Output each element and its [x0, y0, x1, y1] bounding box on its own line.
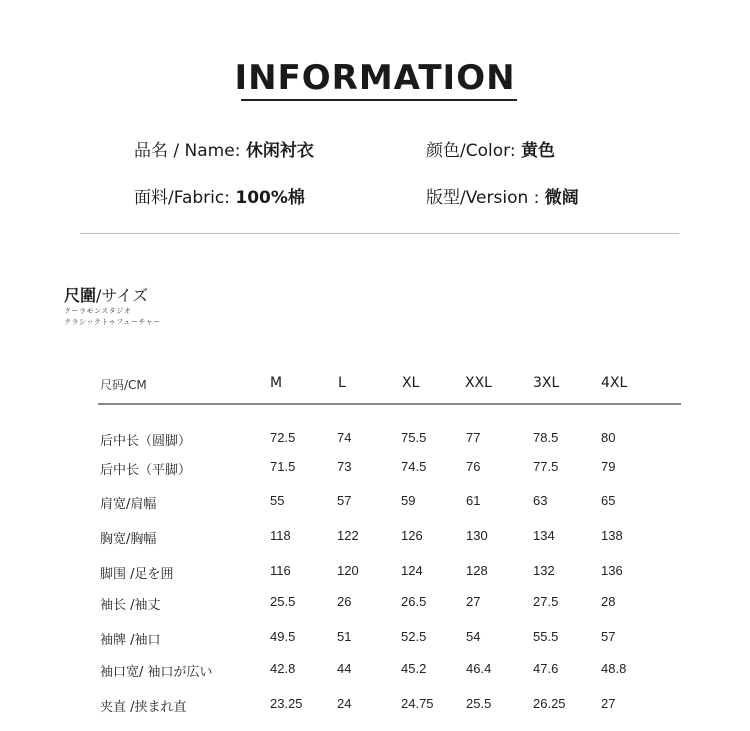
- table-cell: 73: [337, 459, 352, 474]
- table-cell: 26: [337, 594, 352, 609]
- table-cell: 23.25: [270, 696, 303, 711]
- table-header-4xl: 4XL: [601, 375, 628, 391]
- table-cell: 49.5: [270, 629, 296, 644]
- size-title-jp: /サイズ: [96, 286, 149, 305]
- row-label: 脚围 /足を囲: [100, 567, 174, 582]
- size-title-zh: 尺圍: [64, 286, 97, 305]
- fabric-value: 100%棉: [235, 188, 305, 208]
- table-cell: 77: [466, 430, 481, 445]
- info-name: [134, 136, 314, 161]
- table-cell: 63: [533, 493, 548, 508]
- table-header-rule: [98, 403, 681, 405]
- table-cell: 52.5: [401, 629, 427, 644]
- table-cell: 59: [401, 493, 416, 508]
- table-cell: 26.25: [533, 696, 566, 711]
- size-subtitle-2: クラシックトゥフューチャー: [64, 318, 161, 326]
- table-cell: 55: [270, 493, 285, 508]
- table-cell: 47.6: [533, 661, 559, 676]
- table-cell: 55.5: [533, 629, 559, 644]
- info-color: [426, 136, 555, 161]
- table-cell: 42.8: [270, 661, 296, 676]
- row-label: 肩宽/肩幅: [100, 497, 157, 512]
- page-title: INFORMATION: [234, 58, 516, 98]
- size-subtitle-1: クーラモンスタジオ: [64, 307, 132, 315]
- table-cell: 65: [601, 493, 616, 508]
- table-cell: 48.8: [601, 661, 627, 676]
- color-label: 颜色/Color:: [426, 141, 516, 161]
- row-label: 袖口宽/ 袖口が広い: [100, 665, 213, 680]
- color-value: 黄色: [520, 141, 555, 161]
- table-cell: 126: [401, 528, 423, 543]
- name-label: 品名 / Name:: [134, 141, 241, 161]
- table-cell: 71.5: [270, 459, 296, 474]
- table-cell: 46.4: [466, 661, 492, 676]
- table-cell: 57: [337, 493, 352, 508]
- table-cell: 74: [337, 430, 352, 445]
- section-divider: [80, 233, 679, 234]
- row-label: 袖长 /袖丈: [100, 598, 161, 613]
- table-cell: 26.5: [401, 594, 427, 609]
- table-cell: 51: [337, 629, 352, 644]
- table-cell: 79: [601, 459, 616, 474]
- table-header-m: M: [270, 375, 283, 391]
- table-cell: 80: [601, 430, 616, 445]
- table-cell: 27: [466, 594, 481, 609]
- title-underline: [241, 99, 517, 101]
- table-cell: 76: [466, 459, 481, 474]
- table-header-l: L: [338, 375, 346, 391]
- table-cell: 45.2: [401, 661, 427, 676]
- table-cell: 54: [466, 629, 481, 644]
- row-label: 后中长（平脚）: [100, 463, 192, 478]
- table-cell: 120: [337, 563, 359, 578]
- table-cell: 25.5: [466, 696, 492, 711]
- row-label: 后中长（圆脚）: [100, 434, 192, 449]
- table-cell: 116: [270, 563, 291, 578]
- table-header-xl: XL: [402, 375, 420, 391]
- table-cell: 124: [401, 563, 423, 578]
- table-cell: 77.5: [533, 459, 559, 474]
- table-cell: 25.5: [270, 594, 296, 609]
- fabric-label: 面料/Fabric:: [134, 188, 230, 208]
- table-cell: 27.5: [533, 594, 559, 609]
- info-version: [426, 183, 579, 208]
- table-header-xxl: XXL: [465, 375, 492, 391]
- table-cell: 128: [466, 563, 488, 578]
- table-cell: 118: [270, 528, 291, 543]
- name-value: 休闲衬衣: [245, 141, 314, 161]
- table-cell: 24: [337, 696, 352, 711]
- table-cell: 134: [533, 528, 555, 543]
- info-fabric: [134, 183, 305, 208]
- table-cell: 74.5: [401, 459, 427, 474]
- table-cell: 78.5: [533, 430, 559, 445]
- size-section-title: [64, 283, 148, 306]
- row-label: 袖牌 /袖口: [100, 633, 161, 648]
- table-header-label: 尺码/CM: [100, 378, 147, 392]
- table-cell: 136: [601, 563, 623, 578]
- table-cell: 28: [601, 594, 616, 609]
- row-label: 夹直 /挟まれ直: [100, 700, 187, 715]
- table-cell: 130: [466, 528, 488, 543]
- table-cell: 138: [601, 528, 623, 543]
- table-cell: 61: [466, 493, 481, 508]
- table-cell: 44: [337, 661, 352, 676]
- table-cell: 72.5: [270, 430, 296, 445]
- table-cell: 75.5: [401, 430, 427, 445]
- table-cell: 122: [337, 528, 359, 543]
- table-cell: 57: [601, 629, 616, 644]
- row-label: 胸宽/胸幅: [100, 532, 157, 547]
- table-cell: 27: [601, 696, 616, 711]
- table-header-3xl: 3XL: [533, 375, 560, 391]
- table-cell: 24.75: [401, 696, 434, 711]
- version-value: 微阔: [544, 188, 579, 208]
- version-label: 版型/Version :: [426, 188, 540, 208]
- table-cell: 132: [533, 563, 555, 578]
